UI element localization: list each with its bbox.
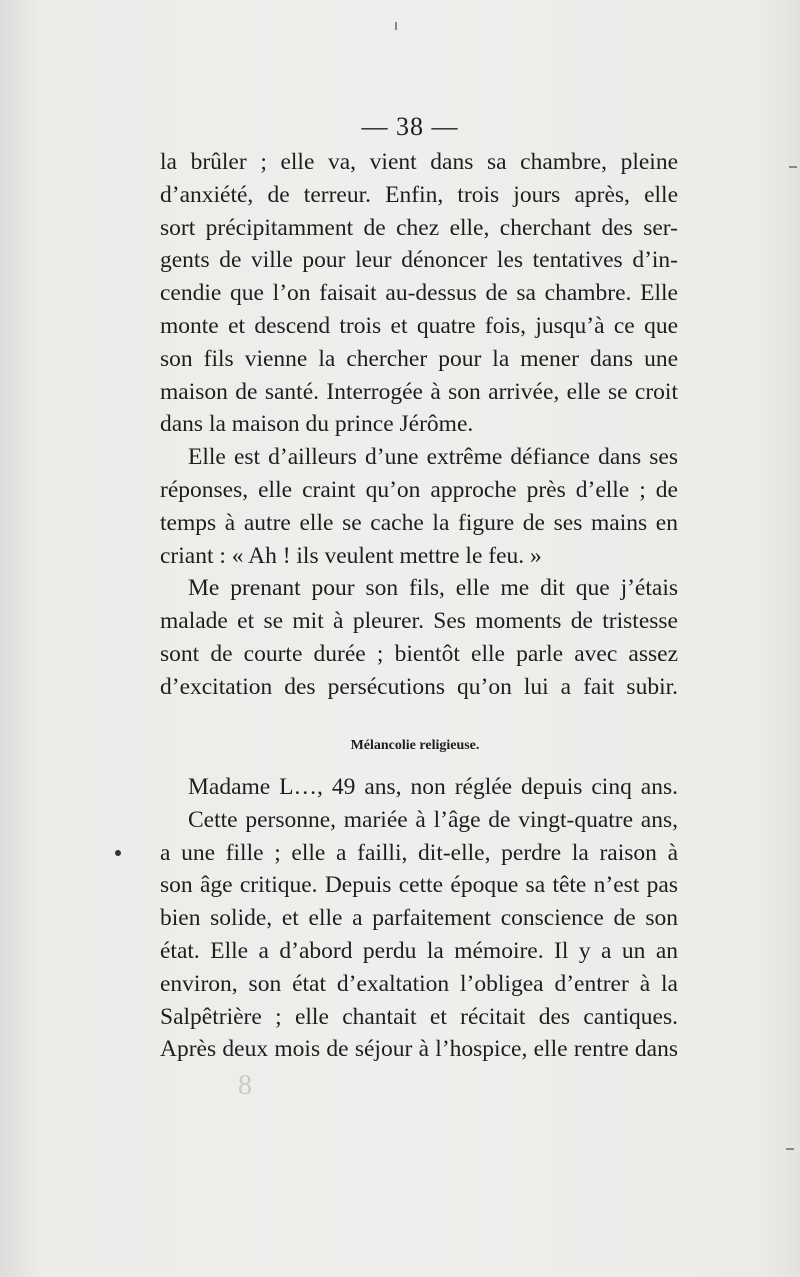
- edge-mark: [395, 22, 397, 30]
- text-line: d’excitation des persécutions qu’on lui a fait subir.: [160, 673, 678, 700]
- text-line: réponses, elle craint qu’on approche près d’elle ; de: [160, 476, 678, 503]
- margin-ink-dot: [115, 850, 121, 856]
- text-line: criant : « Ah ! ils veulent mettre le feu. »: [160, 542, 542, 569]
- text-line: dans la maison du prince Jérôme.: [160, 411, 474, 438]
- text-line: a une fille ; elle a failli, dit-elle, perdre la raison à: [160, 839, 678, 866]
- text-line: monte et descend trois et quatre fois, jusqu’à ce que: [160, 312, 678, 339]
- text-line: Me prenant pour son fils, elle me dit que j’étais: [188, 575, 678, 602]
- text-line: sort précipitamment de chez elle, cherchant des ser-: [160, 214, 678, 241]
- edge-mark: [786, 1148, 794, 1150]
- page-number: — 38 —: [361, 112, 459, 141]
- text-line: Après deux mois de séjour à l’hospice, elle rentre dans: [160, 1036, 678, 1063]
- text-block-before-heading: [160, 146, 678, 704]
- text-line: gents de ville pour leur dénoncer les tentatives d’in-: [160, 247, 678, 274]
- text-line: d’anxiété, de terreur. Enfin, trois jours après, elle: [160, 181, 678, 208]
- bleed-through-mark: 8: [238, 1070, 252, 1101]
- section-heading: Mélancolie religieuse.: [350, 738, 480, 753]
- edge-mark: [789, 166, 797, 168]
- text-line: son âge critique. Depuis cette époque sa tête n’est pas: [160, 872, 678, 899]
- text-line: son fils vienne la chercher pour la mener dans une: [160, 345, 678, 372]
- text-line: environ, son état d’exaltation l’obligea d’entrer à la: [160, 970, 678, 997]
- text-line: malade et se mit à pleurer. Ses moments de tristesse: [160, 608, 678, 635]
- text-line: la brûler ; elle va, vient dans sa chambre, pleine: [160, 149, 678, 175]
- text-line: Madame L…, 49 ans, non réglée depuis cinq ans.: [188, 774, 678, 800]
- text-line: maison de santé. Interrogée à son arrivée, elle se croit: [160, 378, 678, 405]
- text-line: temps à autre elle se cache la figure de ses mains en: [160, 509, 678, 536]
- text-line: Elle est d’ailleurs d’une extrême défiance dans ses: [188, 444, 678, 471]
- text-line: état. Elle a d’abord perdu la mémoire. Il y a un an: [160, 937, 678, 964]
- text-line: bien solide, et elle a parfaitement conscience de son: [160, 905, 678, 932]
- text-line: Salpêtrière ; elle chantait et récitait des cantiques.: [160, 1003, 678, 1030]
- text-line: cendie que l’on faisait au-dessus de sa chambre. Elle: [160, 280, 678, 307]
- text-block-after-heading: [160, 771, 678, 1066]
- text-line: sont de courte durée ; bientôt elle parle avec assez: [160, 640, 678, 667]
- text-line: Cette personne, mariée à l’âge de vingt-quatre ans,: [188, 806, 678, 833]
